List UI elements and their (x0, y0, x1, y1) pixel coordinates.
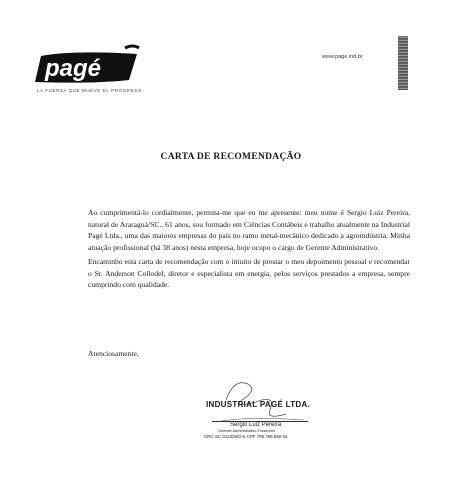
letter-paragraph-1: Ao cumprimentá-lo cordialmente, permita-me que eu me apresente: meu nome é Sergio Luiz Pereira, natural de Araraguá/SC., 61 anos, sou formado em Ciências Contábeis e trabalho atualmente na Industrial Pagé Ltda., uma das maiores empresas do país no ramo metal-mecânico dedicado a agroindústria. Minha atuação profissional (há 38 anos) nesta empresa, hoje ocupo o cargo de Gerente Administrativo. (88, 208, 410, 252)
signer-role: Gerente Administrativo-Financeiro (218, 429, 276, 433)
company-tagline: LA FUERZA QUE MUEVE EL PROGRESO (37, 88, 142, 93)
page-logo (33, 42, 145, 90)
scan-edge-strip (398, 36, 408, 90)
letter-paragraph-2: Encaminho esta carta de recomendação com o intuito de prestar o meu depoimento pessoal e recomendar o Sr. Anderson Collodel, diretor e especialista em energia, pelos serviços prestados a empresa, sempre cumprindo com qualidade. (88, 257, 410, 290)
signature-company-stamp: INDUSTRIAL PAGÉ LTDA. (206, 400, 311, 409)
website-url: www.page.ind.br (322, 54, 363, 60)
signer-name: Sergio Luiz Pereira (230, 422, 282, 428)
signer-documents: CRC-SC 012328/O-5 CPF 796.788.559-04 (204, 434, 288, 439)
letter-title: CARTA DE RECOMENDAÇÃO (160, 152, 302, 162)
letter-closing: Atenciosamente, (88, 349, 139, 358)
logo-text: pagé (45, 55, 102, 82)
